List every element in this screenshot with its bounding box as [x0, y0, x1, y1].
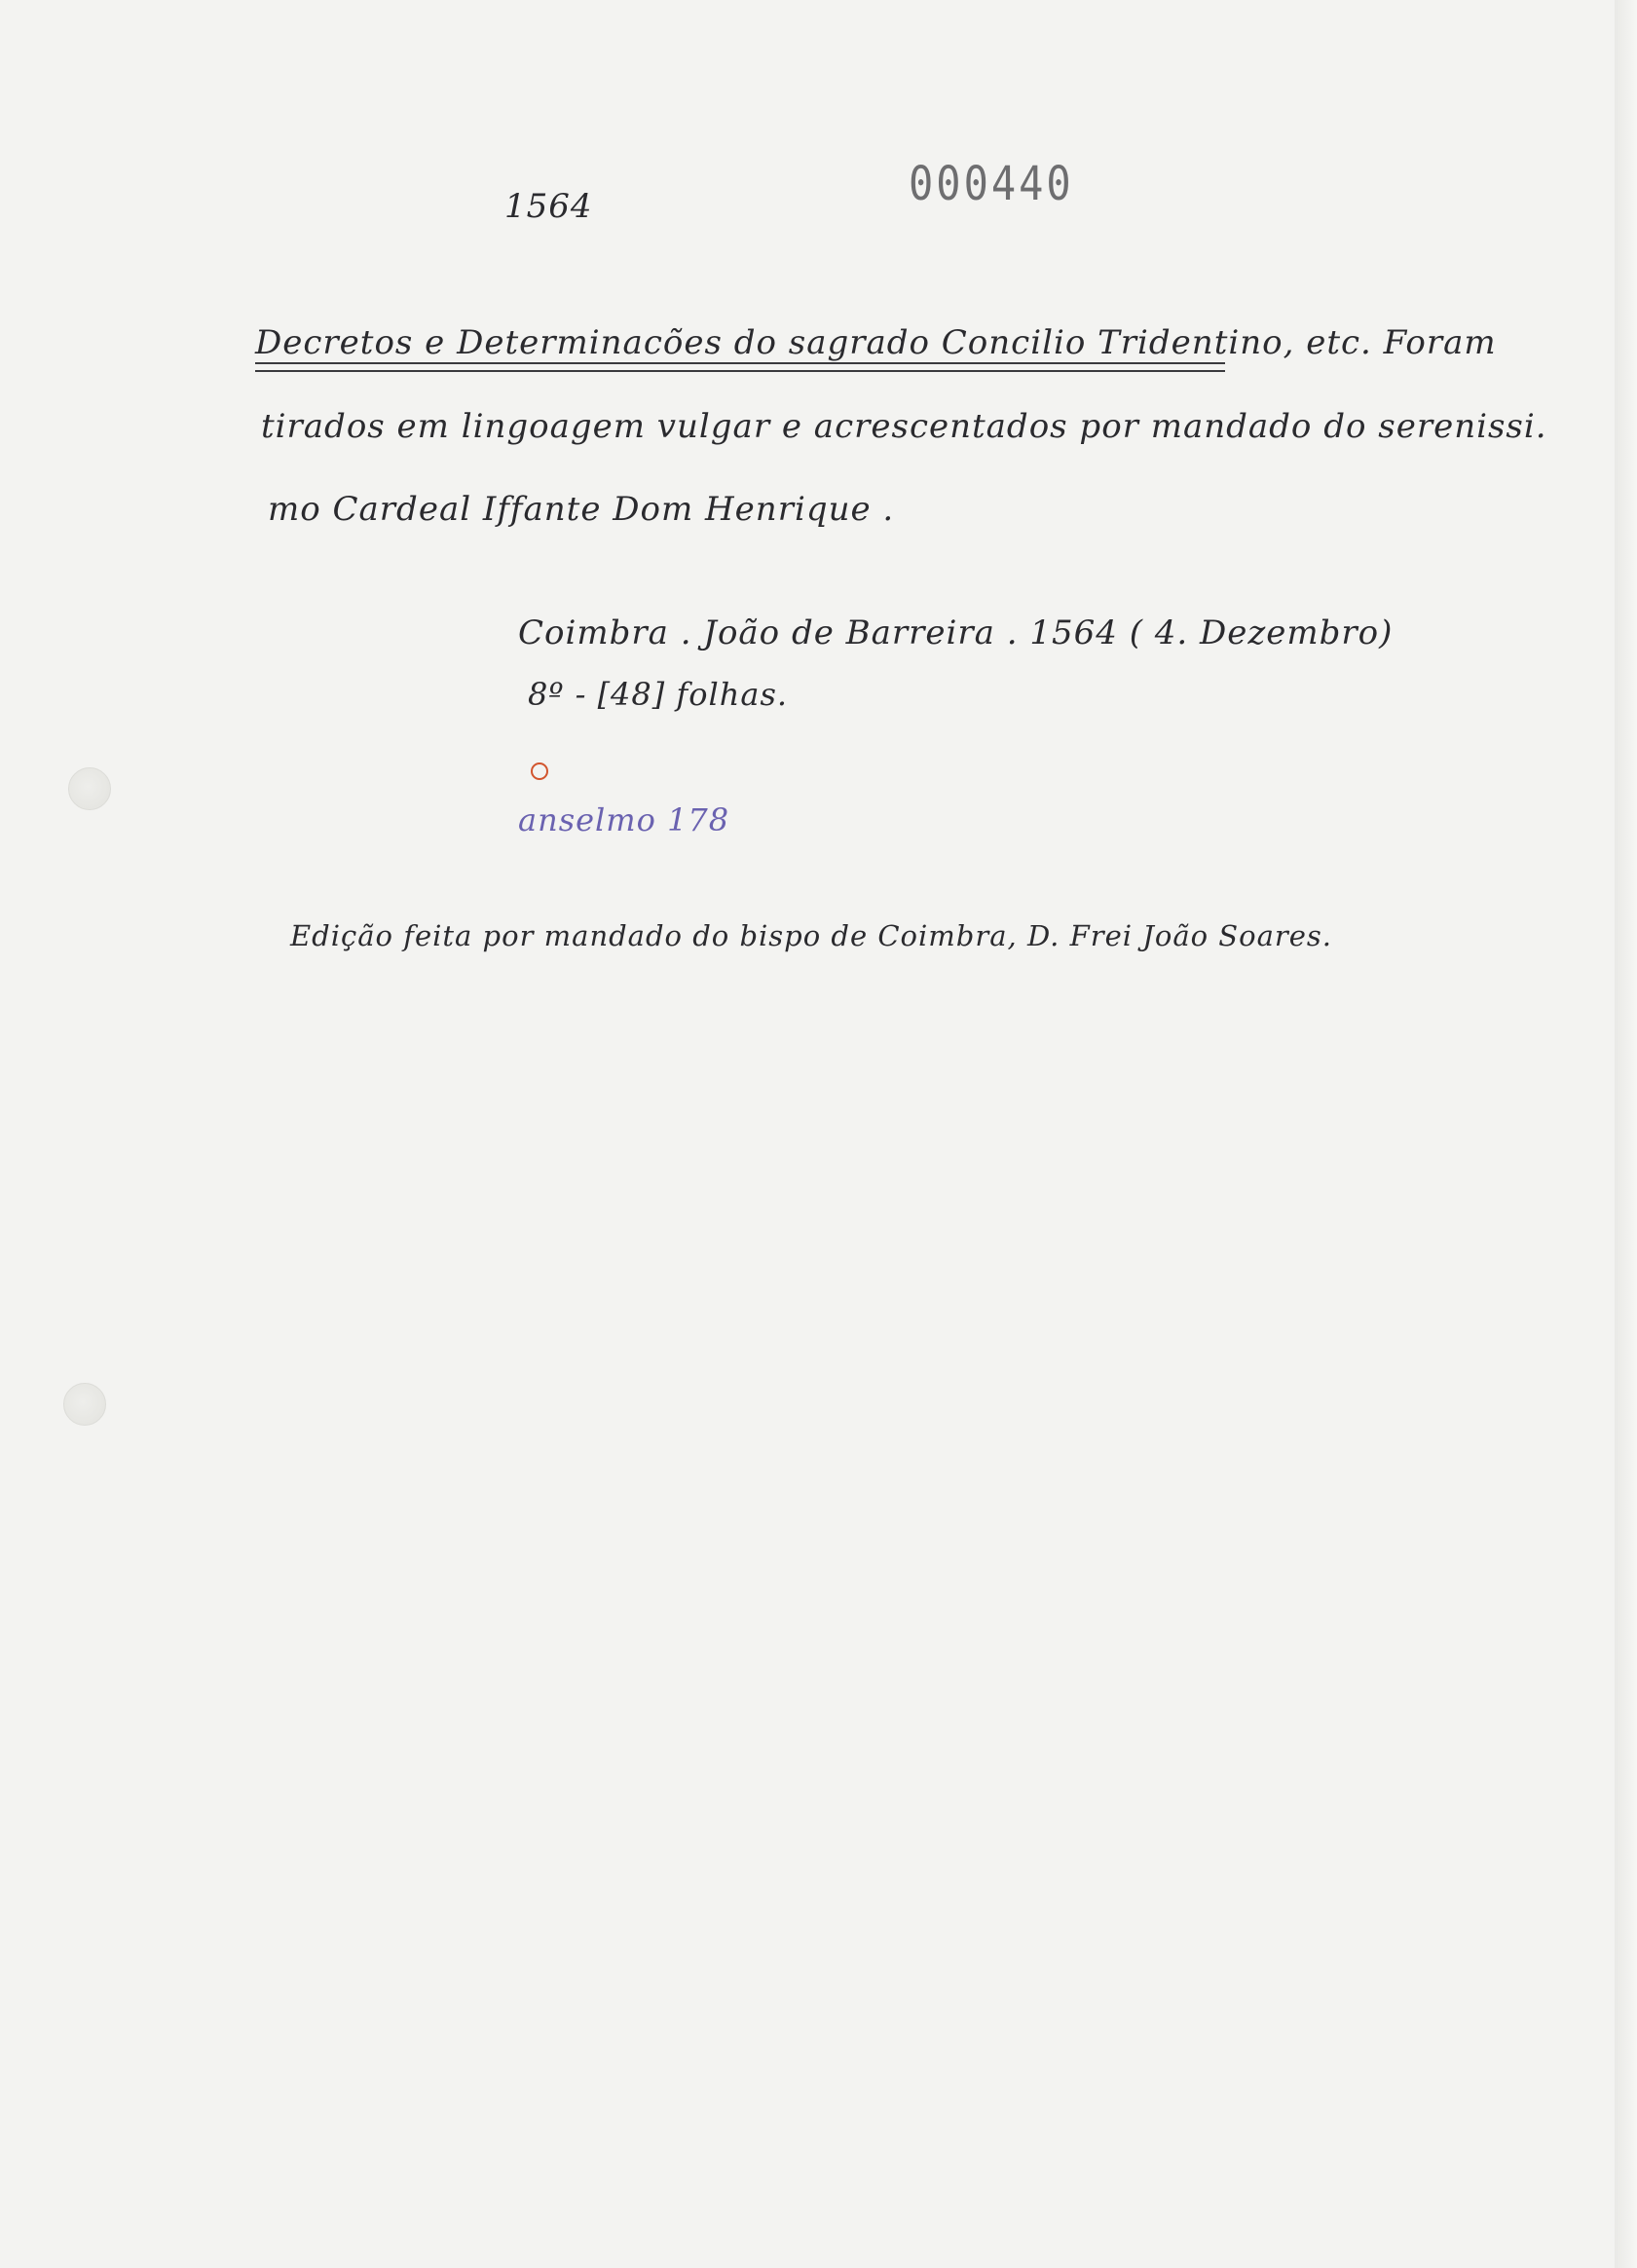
- title-line-2: tirados em lingoagem vulgar e acrescentados por mandado do serenissi.: [261, 407, 1547, 446]
- title-line-1: [255, 323, 1497, 362]
- punch-hole: [63, 1383, 106, 1426]
- imprint: Coimbra . João de Barreira . 1564 ( 4. Dezembro): [518, 613, 1394, 652]
- title-line-3: mo Cardeal Iffante Dom Henrique .: [268, 490, 895, 529]
- stamp-number: 000440: [909, 156, 1074, 211]
- title-line-1-rest: , etc. Foram: [1283, 323, 1497, 362]
- title-underlined: Decretos e Determinacões do sagrado Concilio Tridentino: [255, 323, 1284, 362]
- circle-mark: [531, 762, 548, 780]
- reference: anselmo 178: [518, 801, 730, 838]
- edition-note: Edição feita por mandado do bispo de Coimbra, D. Frei João Soares.: [290, 919, 1333, 952]
- title-underline: [255, 362, 1225, 372]
- scan-edge: [1615, 0, 1637, 2268]
- format: 8º - [48] folhas.: [528, 676, 789, 713]
- year-label: 1564: [504, 187, 593, 226]
- punch-hole: [68, 767, 111, 810]
